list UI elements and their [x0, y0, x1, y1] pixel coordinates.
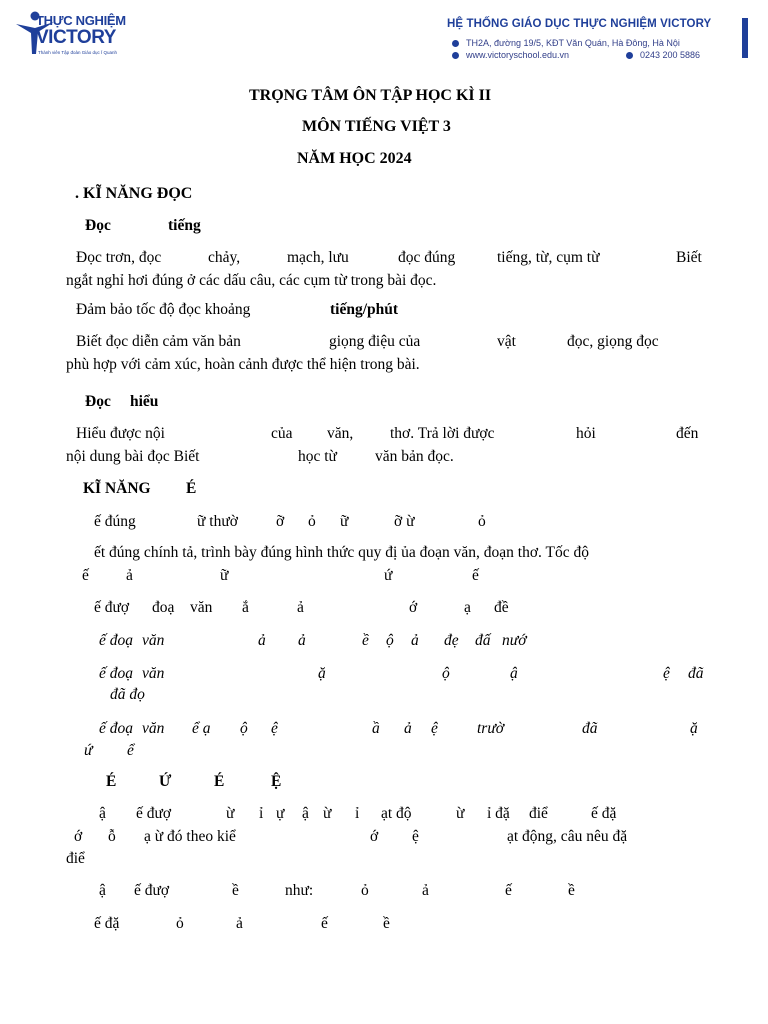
vocab-r2-seg: ề [232, 882, 239, 899]
writing-r6-seg: ể ạ [192, 720, 211, 737]
writing-r1-seg: ỡ ừ [394, 513, 415, 530]
reading-p3-seg: Biết đọc diễn cảm văn bản [76, 333, 241, 350]
vocab-r1-seg: ừ [323, 805, 332, 822]
phone-icon [626, 52, 633, 59]
writing-r1-seg: ỏ [478, 513, 486, 530]
doc-title-line1: TRỌNG TÂM ÔN TẬP HỌC KÌ II [249, 87, 492, 104]
reading-sub2-word1: Đọc [85, 393, 111, 410]
writing-r3-seg: ớ [409, 599, 418, 616]
writing-r3-seg: đề [494, 599, 509, 616]
logo-name-line2: VICTORY [36, 27, 116, 48]
reading-heading: . KĨ NĂNG ĐỌC [75, 185, 193, 202]
writing-r1-seg: ỏ [308, 513, 316, 530]
writing-r6-seg: ầ [372, 720, 380, 737]
writing-r6-seg: ặ [690, 720, 698, 737]
website-link[interactable]: www.victoryschool.edu.vn [466, 50, 570, 60]
vocab-r1-seg: ệ [412, 828, 419, 845]
reading-p1-seg: mạch, lưu [287, 249, 349, 266]
writing-r2-seg: ế [472, 567, 479, 584]
reading-p4-seg: thơ. Trả lời được [390, 425, 495, 442]
vocab-r1-seg: ạt độ [381, 805, 412, 822]
reading-p4-seg: hỏi [576, 425, 596, 442]
writing-r4-seg: ả [411, 632, 419, 649]
writing-r5-seg: ế đoạ [99, 665, 134, 682]
writing-r2-seg: ữ [220, 567, 229, 584]
writing-r6-seg: ệ [431, 720, 438, 737]
reading-p1-seg: tiếng, từ, cụm từ [497, 249, 600, 266]
vocab-r1-seg: ừ [226, 805, 235, 822]
vocab-r1-line3: điể [66, 850, 85, 867]
vocab-heading: Ệ [271, 773, 282, 790]
reading-p1-seg: Biết [676, 249, 702, 266]
doc-title-line3: NĂM HỌC 2024 [297, 150, 412, 167]
writing-r6-seg: ứ [84, 742, 93, 759]
vocab-r1-seg: ừ [456, 805, 465, 822]
reading-sub1-word1: Đọc [85, 217, 111, 234]
writing-r3-seg: đoạ [152, 599, 175, 616]
globe-icon [452, 52, 459, 59]
address-text: TH2A, đường 19/5, KĐT Văn Quán, Hà Đông, Hà Nội [466, 38, 680, 48]
vocab-r1-seg: ớ [370, 828, 379, 845]
vocab-r2-seg: ỏ [361, 882, 369, 899]
vocab-r3-seg: ề [383, 915, 390, 932]
writing-r6-seg: trườ [477, 720, 505, 737]
reading-p2-text: Đảm bảo tốc độ đọc khoảng [76, 301, 251, 318]
vocab-r1-seg: ạ ừ đó theo kiể [144, 828, 236, 845]
vocab-r2-seg: ế [505, 882, 512, 899]
vocab-r1-seg: ế đượ [136, 805, 172, 822]
vocab-r3-seg: ế [321, 915, 328, 932]
vocab-r1-seg: ớ [74, 828, 83, 845]
writing-heading: KĨ NĂNG [83, 480, 151, 497]
vocab-r1-seg: ỉ đặ [487, 805, 510, 822]
writing-r4-seg: ả [298, 632, 306, 649]
vocab-r2-seg: ề [568, 882, 575, 899]
reading-p4-seg: nội dung bài đọc Biết [66, 448, 200, 465]
writing-r3-seg: ế đượ [94, 599, 130, 616]
reading-p2-speed: tiếng/phút [330, 301, 399, 318]
reading-p3-seg: giọng điệu của [329, 333, 421, 350]
header-accent-bar [742, 18, 748, 58]
writing-r2-seg: ế [82, 567, 89, 584]
writing-r5-line2: đã đọ [110, 686, 145, 703]
writing-r5-seg: ệ [663, 665, 670, 682]
writing-r4-seg: đẹ [444, 632, 459, 649]
writing-r4-seg: ế đoạ [99, 632, 134, 649]
vocab-r2-seg: ả [422, 882, 429, 899]
logo-name-line1: THỰC NGHIỆM [36, 13, 126, 28]
vocab-r3-seg: ế đặ [94, 915, 120, 932]
writing-r1-seg: ữ thườ [197, 513, 238, 530]
vocab-heading: É [106, 773, 117, 790]
vocab-r1-seg: ạt động, câu nêu đặ [507, 828, 628, 845]
writing-r6-seg: văn [142, 720, 165, 737]
writing-r3-seg: ạ [464, 599, 471, 616]
reading-p4-seg: văn, [327, 425, 354, 442]
writing-r1-seg: ế đúng [94, 513, 136, 530]
writing-r4-seg: nướ [502, 632, 527, 649]
writing-heading: É [186, 480, 197, 497]
vocab-r3-seg: ả [236, 915, 243, 932]
writing-r4-seg: ề [362, 632, 369, 649]
reading-p3-seg: vật [497, 333, 516, 350]
writing-r2-seg: ứ [384, 567, 393, 584]
writing-r5-seg: ậ [510, 665, 518, 682]
vocab-r2-seg: ậ [99, 882, 106, 899]
vocab-heading: Ứ [159, 773, 172, 790]
writing-r1-seg: ữ [340, 513, 349, 530]
vocab-r1-seg: ỗ [108, 828, 116, 845]
phone-number: 0243 200 5886 [640, 50, 701, 60]
writing-r5-seg: ộ [442, 665, 450, 682]
writing-r6-seg: ế đoạ [99, 720, 134, 737]
vocab-heading: É [214, 773, 225, 790]
writing-r4-seg: đấ [475, 632, 491, 649]
writing-r6-seg: ệ [271, 720, 278, 737]
vocab-r2-seg: ế đượ [134, 882, 170, 899]
reading-p1-seg: chảy, [208, 249, 241, 266]
vocab-r1-seg: ự [276, 805, 285, 822]
vocab-r1-seg: ỉ [355, 805, 360, 822]
writing-r3-seg: văn [190, 599, 213, 616]
logo-tagline: Thành viên Tập đoàn Giáo dục Ĩ Quanh [38, 50, 117, 55]
writing-r6-seg: ả [404, 720, 412, 737]
writing-r5-seg: đã [688, 665, 704, 682]
writing-r3-seg: ả [297, 599, 304, 616]
vocab-r1-seg: ế đặ [591, 805, 617, 822]
vocab-r3-seg: ỏ [176, 915, 184, 932]
writing-r1-seg: ỡ [276, 513, 285, 530]
reading-p1-seg: đọc đúng [398, 249, 456, 266]
writing-r6-seg: ộ [240, 720, 248, 737]
writing-r5-seg: ặ [318, 665, 326, 682]
writing-r2-line1: ết đúng chính tả, trình bày đúng hình thức quy đị ủa đoạn văn, đoạn thơ. Tốc độ [94, 544, 590, 561]
reading-p4-seg: Hiểu được nội [76, 425, 165, 442]
organization-title: HỆ THỐNG GIÁO DỤC THỰC NGHIỆM VICTORY [447, 18, 712, 30]
writing-r5-seg: văn [142, 665, 165, 682]
vocab-r1-seg: ỉ [259, 805, 264, 822]
writing-r4-seg: văn [142, 632, 165, 649]
writing-r4-seg: ộ [386, 632, 394, 649]
reading-p1-seg: Đọc trơn, đọc [76, 249, 162, 266]
reading-p4-seg: văn bản đọc. [375, 448, 454, 465]
reading-p4-seg: học từ [298, 448, 337, 465]
location-icon [452, 40, 459, 47]
vocab-r1-seg: điể [529, 805, 548, 822]
writing-r6-seg: ể [127, 742, 134, 759]
writing-r3-seg: ắ [242, 599, 249, 616]
vocab-r1-seg: ậ [302, 805, 309, 822]
reading-p4-seg: đến [676, 425, 699, 442]
reading-p3-seg: đọc, giọng đọc [567, 333, 659, 350]
doc-title-line2: MÔN TIẾNG VIỆT 3 [302, 118, 451, 135]
writing-r6-seg: đã [582, 720, 598, 737]
vocab-r1-seg: ậ [99, 805, 106, 822]
reading-p1-line2: ngắt nghỉ hơi đúng ở các dấu câu, các cụm từ trong bài đọc. [66, 272, 437, 289]
vocab-r2-seg: như: [285, 882, 314, 899]
reading-sub2-word2: hiểu [130, 393, 159, 410]
writing-r4-seg: ả [258, 632, 266, 649]
reading-sub1-word2: tiếng [168, 217, 201, 234]
reading-p4-seg: của [271, 425, 293, 442]
writing-r2-seg: ả [126, 567, 133, 584]
reading-p3-line2: phù hợp với cảm xúc, hoàn cảnh được thể hiện trong bài. [66, 356, 420, 373]
